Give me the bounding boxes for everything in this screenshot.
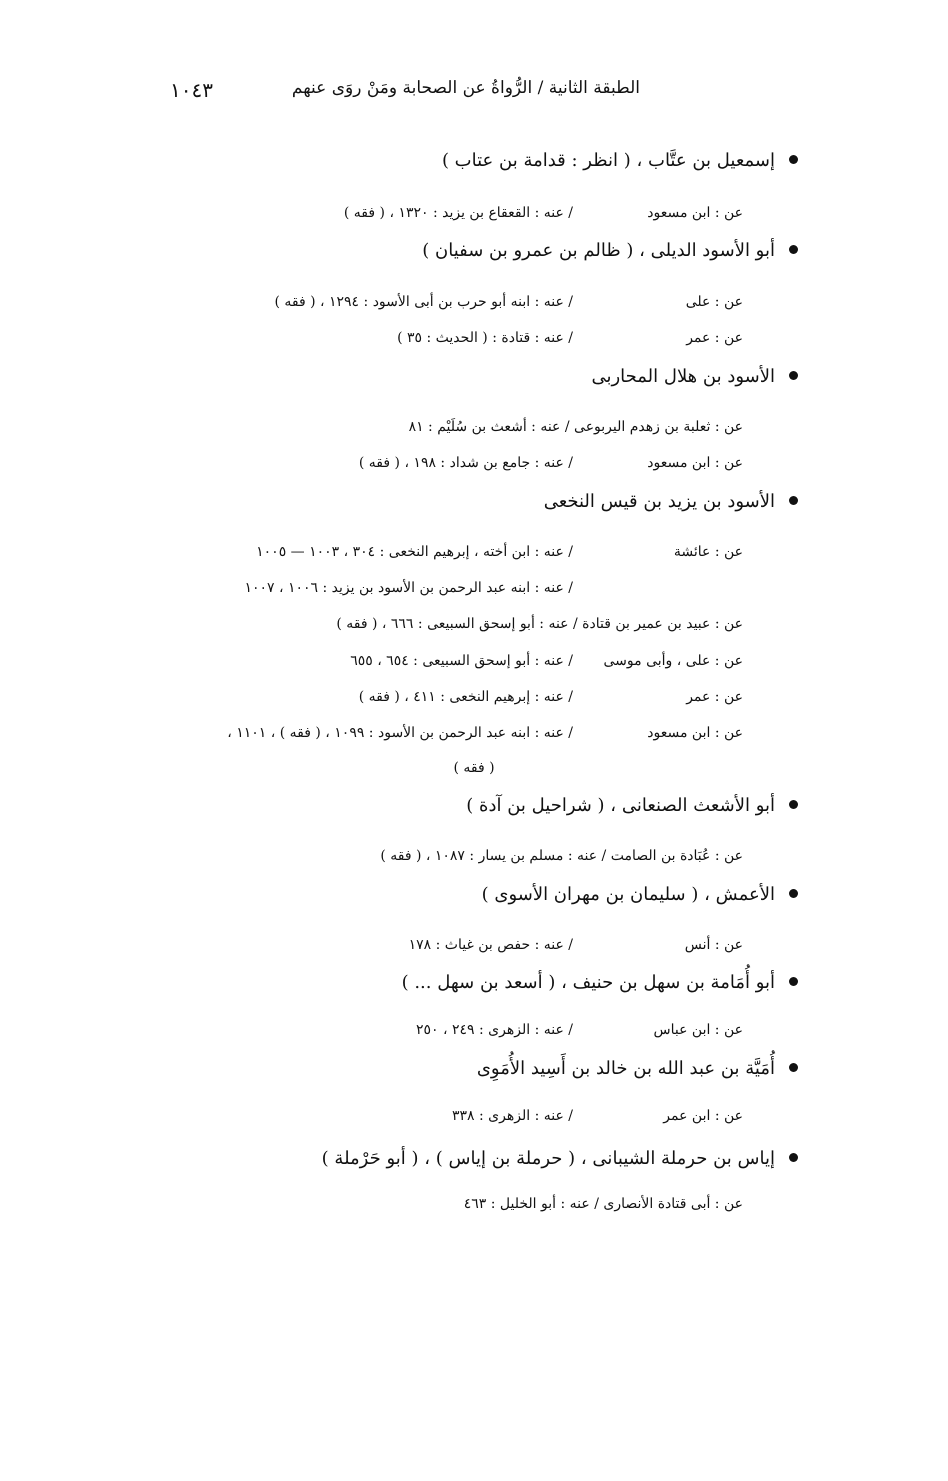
entry-heading <box>591 366 798 387</box>
narrator-text: / عنه : القعقاع بن يزيد : ١٣٢٠ ، ( فقه ) <box>343 205 573 221</box>
narrator-text: / عنه : أبو إسحق السبيعى : ٦٥٤ ، ٦٥٥ <box>350 653 573 669</box>
entry-heading-text: إياس بن حرملة الشيبانى ، ( حرملة بن إياس ) ، ( أبو حَرْملة ) <box>321 1148 775 1169</box>
narrator-text: / عنه : حفص بن غياث : ١٧٨ <box>408 937 573 953</box>
bullet-icon <box>789 1063 798 1072</box>
entry-heading <box>402 972 798 993</box>
source-line-text: عن : أبى قتادة الأنصارى / عنه : أبو الخليل : ٤٦٣ <box>463 1196 743 1212</box>
narrator-text: / عنه : الزهرى : ٣٣٨ <box>452 1108 573 1124</box>
source-text: عن : عمر <box>686 330 743 346</box>
bullet-icon <box>789 1153 798 1162</box>
bullet-icon <box>789 889 798 898</box>
entry-heading <box>466 795 798 816</box>
source-text: عن : أنس <box>684 937 743 953</box>
page-number: ١٠٤٣ <box>170 78 213 102</box>
bullet-icon <box>789 245 798 254</box>
entry-heading-text: أبو أُمَامة بن سهل بن حنيف ، ( أسعد بن سهل ... ) <box>401 972 775 993</box>
narrator-text: / عنه : إبرهيم النخعى : ٤١١ ، ( فقه ) <box>358 689 573 705</box>
source-text: عن : على <box>685 294 743 310</box>
source-text: عن : ابن عباس <box>653 1022 743 1038</box>
entry-heading <box>442 150 798 171</box>
narrator-text: / عنه : ابن أخته ، إبرهيم النخعى : ٣٠٤ ، ١٠٠٣ — ١٠٠٥ <box>256 544 573 560</box>
source-text: عن : ابن عمر <box>663 1108 743 1124</box>
continuation-text: ( فقه ) <box>453 760 495 776</box>
entry-heading-text: أُمَيَّة بن عبد الله بن خالد بن أَسِيد الأُمَوِى <box>476 1058 775 1079</box>
source-text: عن : عائشة <box>673 544 743 560</box>
narrator-text: / عنه : جامع بن شداد : ١٩٨ ، ( فقه ) <box>358 455 573 471</box>
narrator-text: / عنه : ابنه أبو حرب بن أبى الأسود : ١٢٩٤ ، ( فقه ) <box>274 294 573 310</box>
entry-heading <box>322 1148 798 1169</box>
entry-heading-text: الأسود بن هلال المحاربى <box>591 366 775 387</box>
bullet-icon <box>789 496 798 505</box>
entry-heading <box>477 1058 798 1079</box>
bullet-icon <box>789 155 798 164</box>
entry-heading-text: أبو الأسود الديلى ، ( ظالم بن عمرو بن سفيان ) <box>422 240 775 261</box>
entry-heading <box>482 884 798 905</box>
bullet-icon <box>789 371 798 380</box>
source-line-text: عن : عُبَادة بن الصامت / عنه : مسلم بن يسار : ١٠٨٧ ، ( فقه ) <box>380 848 743 864</box>
bullet-icon <box>789 800 798 809</box>
entry-heading <box>544 491 798 512</box>
entry-heading <box>422 240 798 261</box>
entry-heading-text: إسمعيل بن عتَّاب ، ( انظر : قدامة بن عتاب ) <box>441 150 775 171</box>
source-text: عن : ابن مسعود <box>647 205 743 221</box>
source-line-text: عن : ثعلبة بن زهدم اليربوعى / عنه : أشعث بن سُلَيْم : ٨١ <box>408 419 743 435</box>
source-text: عن : ابن مسعود <box>647 455 743 471</box>
entry-heading-text: الأعمش ، ( سليمان بن مهران الأسوى ) <box>481 884 775 905</box>
narrator-text: / عنه : ابنه عبد الرحمن بن الأسود بن يزيد : ١٠٠٦ ، ١٠٠٧ <box>244 580 573 596</box>
source-text: عن : ابن مسعود <box>647 725 743 741</box>
entry-heading-text: الأسود بن يزيد بن قيس النخعى <box>543 491 775 512</box>
running-title: الطبقة الثانية / الرُّواةُ عن الصحابة ومَنْ روَى عنهم <box>291 78 640 98</box>
page-header <box>170 78 640 108</box>
source-line-text: عن : عبيد بن عمير بن قتادة / عنه : أبو إسحق السبيعى : ٦٦٦ ، ( فقه ) <box>336 616 743 632</box>
narrator-text: / عنه : ابنه عبد الرحمن بن الأسود : ١٠٩٩ ، ( فقه ) ، ١١٠١ ، <box>227 725 573 741</box>
entry-heading-text: أبو الأشعث الصنعانى ، ( شراحيل بن آدة ) <box>466 795 775 816</box>
narrator-text: / عنه : الزهرى : ٢٤٩ ، ٢٥٠ <box>416 1022 573 1038</box>
bullet-icon <box>789 977 798 986</box>
source-text: عن : عمر <box>686 689 743 705</box>
source-text: عن : على ، وأبى موسى <box>603 653 743 669</box>
narrator-text: / عنه : قتادة : ( الحديث : ٣٥ ) <box>397 330 573 346</box>
